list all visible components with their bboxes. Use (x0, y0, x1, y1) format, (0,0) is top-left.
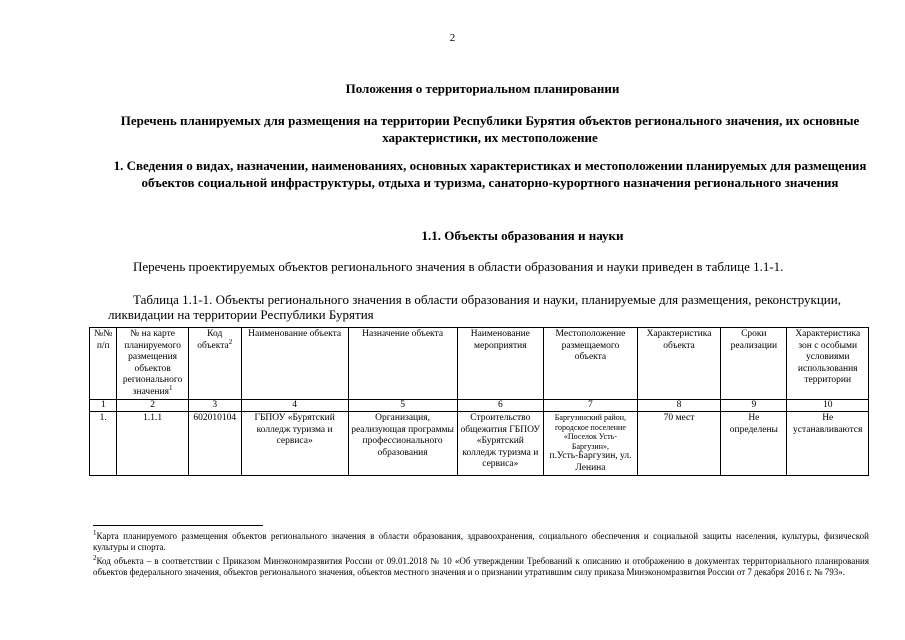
footnote-mark: 2 (93, 554, 97, 562)
cell-map-number: 1.1.1 (117, 412, 188, 476)
column-number: 4 (241, 400, 348, 412)
header-term: Сроки реализации (721, 328, 787, 400)
header-index: №№ п/п (90, 328, 117, 400)
footnote-2: $^2$Код объекта – в соответствии с Приказом Минэкономразвития России от 09.01.2018 № 10 «Об утверждении Требований к описанию и отображению в документах территориального планирования объектов федерального значения, объектов регионального значения, объектов местного значения и о признании утратившим силу приказа Минэкономразвития России от 7 декабря 2016 г. № 793». (93, 554, 869, 577)
chapter-heading: 1. Сведения о видах, назначении, наименованиях, основных характеристиках и местоположении планируемых для размещения объектов социальной инфраструктуры, отдыха и туризма, санаторно-курортного назначения регионального значения (113, 158, 867, 190)
column-number: 7 (544, 400, 638, 412)
column-number: 5 (348, 400, 457, 412)
cell-zones: Не устанавливаются (787, 412, 869, 476)
header-object-purpose: Назначение объекта (348, 328, 457, 400)
column-number-row (90, 400, 869, 412)
column-number: 6 (457, 400, 544, 412)
table-row (90, 412, 869, 476)
header-map-number: № на карте планируемого размещения объектов регионального значения$^1$ (117, 328, 188, 400)
column-number: 2 (117, 400, 188, 412)
cell-location (544, 412, 638, 476)
footnote-ref: 2 (228, 337, 233, 346)
cell-event-name: Строительство общежития ГБПОУ «Бурятский колледж туризма и сервиса» (457, 412, 544, 476)
page-number: 2 (449, 32, 456, 44)
cell-object-name: ГБПОУ «Бурятский колледж туризма и сервиса» (241, 412, 348, 476)
header-zones: Характеристика зон с особыми условиями использования территории (787, 328, 869, 400)
list-heading: Перечень планируемых для размещения на территории Республики Бурятия объектов регионального значения, их основные характеристики, их местоположение (120, 113, 860, 145)
intro-paragraph: Перечень проектируемых объектов регионального значения в области образования и науки приведен в таблице 1.1-1. (133, 259, 784, 274)
header-characteristic: Характеристика объекта (637, 328, 721, 400)
column-number: 1 (90, 400, 117, 412)
footnote-mark: 1 (93, 529, 97, 537)
objects-table (89, 327, 869, 476)
header-object-code: Код объекта$^2$ (188, 328, 241, 400)
cell-term: Не определены (721, 412, 787, 476)
section-heading: Положения о территориальном планировании (345, 81, 620, 96)
cell-characteristic: 70 мест (637, 412, 721, 476)
location-address: п.Усть-Баргузин, ул. Ленина (549, 451, 632, 473)
cell-object-purpose: Организация, реализующая программы профессионального образования (348, 412, 457, 476)
column-number: 10 (787, 400, 869, 412)
header-location: Местоположение размещаемого объекта (544, 328, 638, 400)
footnote-ref: 1 (168, 383, 173, 392)
footnote-separator (93, 525, 263, 526)
table-header-row (90, 328, 869, 400)
column-number: 9 (721, 400, 787, 412)
column-number: 3 (188, 400, 241, 412)
cell-index: 1. (90, 412, 117, 476)
footnote-1: $^1$Карта планируемого размещения объектов регионального значения в области образования, здравоохранения, социального обеспечения и социальной защиты населения, культуры, физической культуры и спорта. (93, 529, 869, 552)
column-number: 8 (637, 400, 721, 412)
location-district: Баргузинский район, городское поселение «Поселок Усть-Баргузин», (554, 413, 627, 451)
subsection-heading: 1.1. Объекты образования и науки (421, 228, 624, 243)
header-object-name: Наименование объекта (241, 328, 348, 400)
table-caption: Таблица 1.1-1. Объекты регионального значения в области образования и науки, планируемые для размещения, реконструкции, ликвидации на территории Республики Бурятия (108, 292, 841, 322)
cell-object-code: 602010104 (188, 412, 241, 476)
header-event-name: Наименование мероприятия (457, 328, 544, 400)
